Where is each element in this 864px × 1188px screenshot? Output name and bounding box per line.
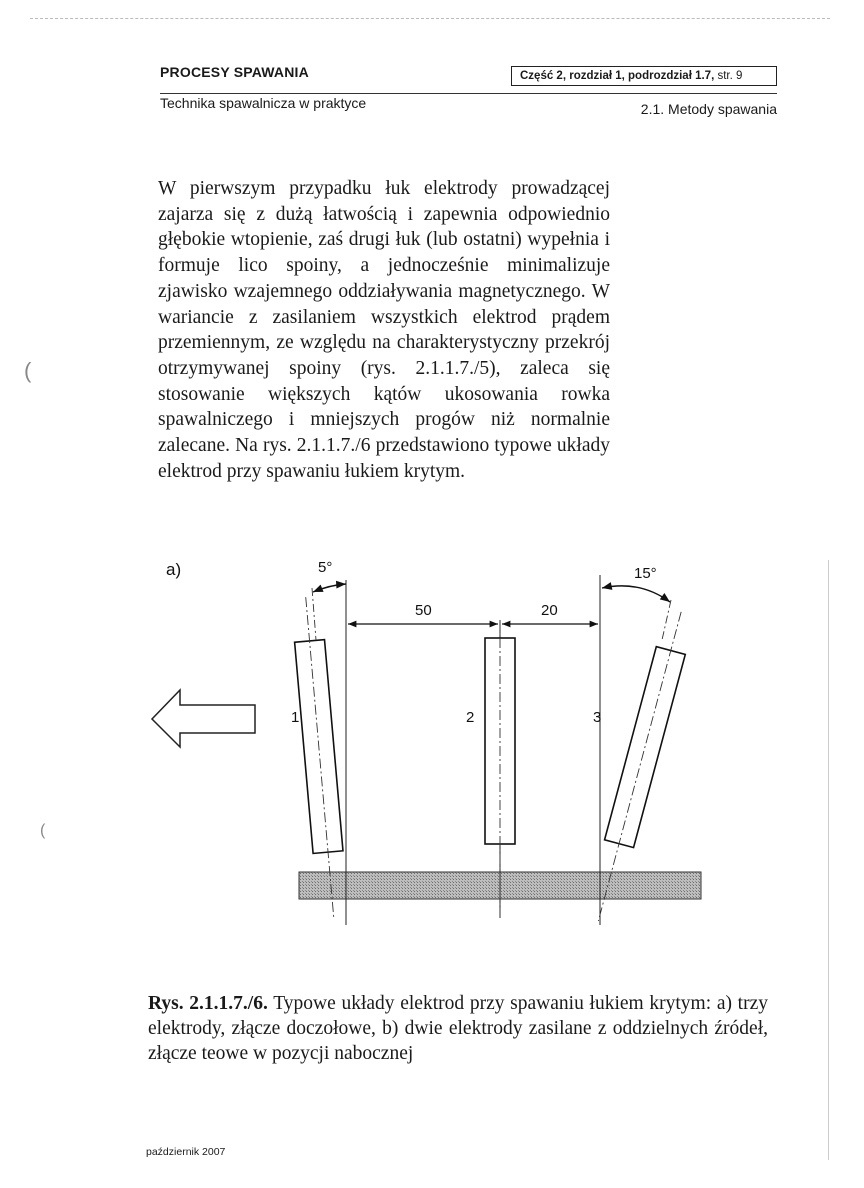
footer-date: październik 2007 [146, 1146, 226, 1158]
figure-caption [148, 991, 768, 1066]
dimension-label-50: 50 [415, 602, 432, 619]
header-location: Część 2, rozdział 1, podrozdział 1.7, [520, 70, 715, 82]
electrode-1-label: 1 [291, 709, 300, 726]
electrode-2-label: 2 [466, 709, 475, 726]
header-title: PROCESY SPAWANIA [160, 64, 309, 80]
header-subtitle: Technika spawalnicza w praktyce [160, 95, 367, 111]
scan-edge-mark: ( [40, 822, 46, 839]
electrode-3-label: 3 [593, 709, 602, 726]
header-section: 2.1. Metody spawania [640, 101, 777, 117]
angle-left-label: 5° [318, 559, 333, 576]
caption-text: Typowe układy elektrod przy spawaniu łukiem krytym: a) trzy elektrody, złącze doczołowe, b) dwie elektrody zasilane z oddzielnych źródeł, złącze teowe w pozycji nabocznej [148, 993, 768, 1064]
panel-label: a) [166, 560, 182, 579]
dimension-label-20: 20 [541, 602, 558, 619]
angle-right-label: 15° [634, 565, 657, 582]
body-paragraph: W pierwszym przypadku łuk elektrody prowadzącej zajarza się z dużą łatwością i zapewnia odpowiednio głębokie wtopienie, zaś drugi łuk (lub ostatni) wypełnia i formuje lico spoiny, a jednocześnie minimalizuje zjawisko wzajemnego oddziaływania magnetycznego. W wariancie z zasilaniem wszystkich elektrod prądem przemiennym, ze względu na charakterystyczny przekrój otrzymywanej spoiny (rys. 2.1.1.7./5), zaleca się stosowanie większych kątów ukosowania rowka spawalniczego i mniejszych progów niż normalnie zalecane. Na rys. 2.1.1.7./6 przedstawiono typowe układy elektrod przy spawaniu łukiem krytym. [158, 178, 610, 482]
header-page: str. 9 [717, 70, 743, 82]
axis-extension-1 [312, 588, 316, 640]
angle-arc-right [602, 586, 670, 602]
angle-arc-left [313, 584, 346, 592]
caption-number: Rys. 2.1.1.7./6. [148, 993, 268, 1014]
welding-direction-arrow-icon [152, 690, 255, 747]
axis-extension-3 [662, 600, 671, 640]
scan-edge-mark: ( [24, 358, 32, 383]
